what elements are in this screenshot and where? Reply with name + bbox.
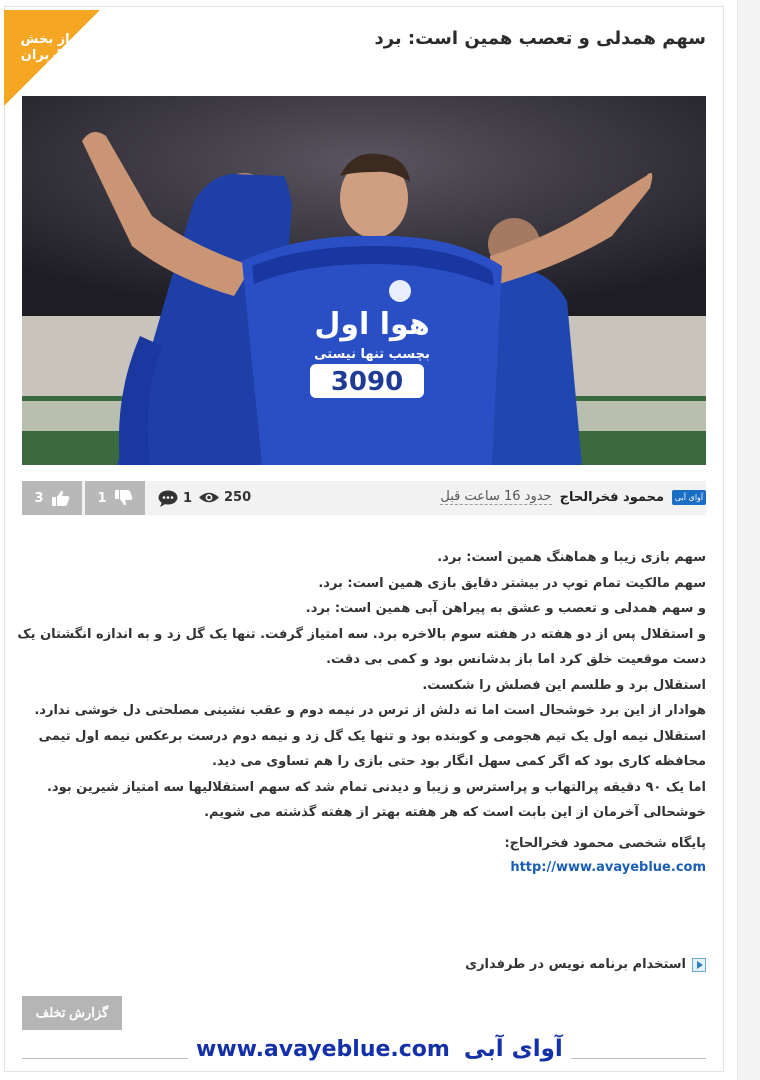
ribbon-line-2: کاربران — [20, 48, 70, 63]
view-count: 250 — [224, 490, 252, 505]
thumbs-up-icon — [52, 490, 70, 506]
views-stat — [199, 490, 251, 505]
body-paragraph: و استقلال پس از دو هفته در هفته سوم بالاخره برد. سه امتیاز گرفت. تنها یک گل زد و به اندازه انگشتان یک دست موقعیت خلق کرد اما باز بدشانس بود و کمی بی دقت. — [17, 626, 706, 667]
user-section-ribbon — [4, 10, 100, 106]
body-paragraph: هوادار از این برد خوشحال است اما ته دلش از ترس در نیمه دوم و عقب نشینی مصلحتی دل خوشی ندارد. — [34, 703, 706, 718]
report-abuse-button[interactable]: گزارش تخلف — [22, 996, 122, 1030]
sponsored-link-text[interactable]: استخدام برنامه نویس در طرفداری — [465, 957, 686, 972]
body-paragraph: سهم مالکیت تمام توپ در بیشتر دقایق بازی همین است: برد. — [318, 575, 706, 591]
page-side-gutter — [737, 0, 760, 1080]
like-button[interactable] — [22, 481, 82, 515]
site-watermark — [188, 1036, 571, 1062]
adchoices-icon — [692, 958, 706, 972]
signature-link[interactable]: http://www.avayeblue.com — [510, 860, 706, 875]
publish-time: حدود 16 ساعت قبل — [440, 489, 552, 504]
source-logo[interactable]: آوای آبی — [672, 490, 706, 505]
author-name[interactable]: محمود فخرالحاج — [559, 489, 664, 505]
comment-count: 1 — [183, 491, 193, 506]
watermark-name: آوای آبی — [463, 1036, 563, 1062]
comments-stat[interactable] — [158, 490, 192, 507]
article-body — [16, 545, 706, 826]
thumbs-down-icon — [115, 490, 133, 506]
jersey-number: 3090 — [330, 367, 404, 397]
body-paragraph: استقلال نیمه اول یک تیم هجومی و کوبنده بود و تنها یک گل زد و نیمه دوم درست برعکس نیمه اول تیمی محافظه کاری بود که اگر کمی سهل انگار بود حتی بازی را هم تساوی می دید. — [38, 728, 706, 769]
body-paragraph: استقلال برد و طلسم این فصلش را شکست. — [422, 677, 706, 693]
article-title[interactable]: سهم همدلی و تعصب همین است: برد — [374, 28, 706, 49]
dislike-count: 1 — [97, 490, 107, 506]
article-byline — [440, 489, 706, 505]
jersey-sponsor: هوا اول — [314, 307, 430, 342]
speech-bubble-icon — [158, 490, 178, 507]
jersey-tagline: بچسب تنها نیستی — [314, 347, 430, 362]
like-count: 3 — [34, 490, 44, 506]
dislike-button[interactable] — [85, 481, 145, 515]
watermark-url: www.avayeblue.com — [196, 1036, 450, 1062]
sponsored-link[interactable] — [465, 957, 706, 972]
body-paragraph: سهم بازی زیبا و هماهنگ همین است: برد. — [437, 550, 706, 565]
body-paragraph: اما یک ۹۰ دقیقه پرالتهاب و پراسترس و زیبا و دیدنی تمام شد که سهم استقلالیها سه امتیاز شیرین بود. — [46, 779, 706, 795]
signature-label: پایگاه شخصی محمود فخرالحاج: — [504, 836, 706, 851]
body-paragraph: خوشحالی آخرمان از این بابت است که هر هفته بهتر از هفته گذشته می شویم. — [204, 805, 706, 820]
body-paragraph: و سهم همدلی و تعصب و عشق به پیراهن آبی همین است: برد. — [305, 601, 706, 616]
hero-image[interactable] — [22, 96, 706, 465]
ribbon-line-1: از بخش — [20, 32, 70, 47]
eye-icon — [199, 491, 219, 504]
